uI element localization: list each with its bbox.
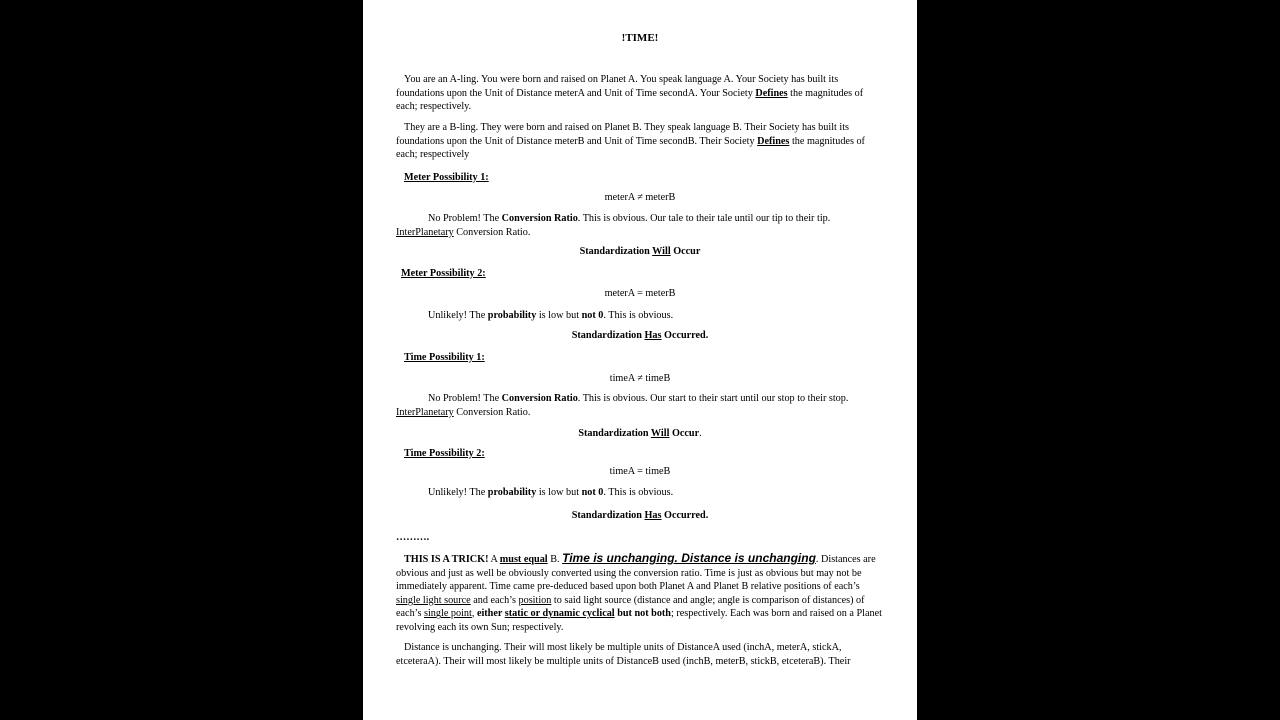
paragraph-a-ling bbox=[396, 73, 884, 114]
time-1-paragraph bbox=[396, 392, 884, 419]
distance-paragraph: Distance is unchanging. Their will most likely be multiple units of DistanceA used (inchA, meterA, stickA, etceteraA). Their will most likely be multiple units of DistanceB used (inchB, meterB, stickB, etceteraB). Their bbox=[396, 642, 851, 667]
time-1-std-1: Standardization bbox=[578, 428, 651, 439]
time-1-text-2: . This is obvious. Our start to their start until our stop to their stop. bbox=[577, 393, 849, 404]
meter-possibility-2-heading bbox=[401, 267, 889, 281]
trick-text-4: and each’s bbox=[470, 594, 519, 606]
trick-single-light-source: single light source bbox=[396, 594, 471, 606]
meter-1-text-3: Conversion Ratio. bbox=[453, 226, 531, 238]
meter-2-text-3: . This is obvious. bbox=[603, 310, 674, 321]
trick-static-dynamic: static or dynamic cyclical bbox=[504, 608, 615, 620]
time-1-std-word: Will bbox=[650, 428, 670, 439]
time-1-heading-text: Time Possibility 1: bbox=[404, 352, 485, 363]
meter-2-std-word: Has bbox=[644, 330, 662, 341]
time-1-standardization bbox=[396, 427, 884, 441]
trick-text-1: A bbox=[488, 554, 500, 565]
document-title: !TIME! bbox=[621, 32, 659, 44]
trick-single-point: single point bbox=[424, 608, 472, 620]
time-2-standardization bbox=[396, 509, 884, 523]
para-a-text-1: You are an A-ling. You were born and raised on Planet A. You speak language A. Your Society has built its foundations upon the Unit of Distance meterA and Unit of Time secondA. Your Society bbox=[396, 74, 839, 99]
trick-big-statement: Time is unchanging. Distance is unchanging bbox=[562, 551, 816, 565]
meter-1-std-1: Standardization bbox=[579, 246, 653, 257]
para-b-defines: Defines bbox=[757, 135, 790, 147]
time-possibility-1-heading bbox=[404, 351, 892, 365]
meter-1-std-word: Will bbox=[652, 246, 671, 257]
time-2-std-2: Occurred. bbox=[661, 510, 709, 521]
time-2-equation: timeA = timeB bbox=[609, 466, 671, 477]
meter-2-standardization bbox=[396, 329, 884, 343]
separator-dots: ………. bbox=[396, 532, 430, 543]
meter-2-text-1: Unlikely! The bbox=[428, 310, 488, 321]
time-possibility-2-heading bbox=[404, 447, 892, 461]
meter-1-paragraph bbox=[396, 212, 884, 239]
trick-but-not-both: but not both bbox=[614, 608, 671, 620]
time-2-probability: probability bbox=[487, 487, 537, 498]
trick-lead: THIS IS A TRICK! bbox=[404, 554, 489, 565]
trick-must-equal: must equal bbox=[499, 554, 548, 565]
time-2-std-1: Standardization bbox=[571, 510, 645, 521]
time-2-text-3: . This is obvious. bbox=[603, 487, 674, 498]
meter-2-paragraph bbox=[396, 309, 884, 323]
meter-1-standardization bbox=[396, 245, 884, 259]
time-1-text-3: Conversion Ratio. bbox=[453, 406, 531, 418]
para-a-defines: Defines bbox=[755, 87, 788, 99]
time-2-std-word: Has bbox=[644, 510, 662, 521]
time-1-std-end: . bbox=[699, 428, 702, 439]
meter-1-text-2: . This is obvious. Our tale to their tale until our tip to their tip. bbox=[577, 213, 831, 224]
para-b-text-2: the magnitudes of each; respectively bbox=[396, 135, 865, 161]
meter-1-text-1: No Problem! The bbox=[428, 213, 502, 224]
time-2-paragraph bbox=[396, 486, 884, 500]
meter-2-std-1: Standardization bbox=[571, 330, 645, 341]
meter-2-std-2: Occurred. bbox=[661, 330, 709, 341]
meter-1-equation: meterA ≠ meterB bbox=[604, 192, 676, 203]
time-1-std-2: Occur bbox=[669, 428, 700, 439]
time-1-text-1: No Problem! The bbox=[428, 393, 502, 404]
meter-2-probability: probability bbox=[487, 310, 537, 321]
trick-text-7: ; respectively. Each was born and raised on a Planet revolving each its own Sun; respectively. bbox=[396, 608, 882, 633]
trick-text-5: to said light source (distance and angle; angle is comparison of distances) of each’s bbox=[396, 594, 865, 620]
paragraph-b-ling bbox=[396, 121, 884, 162]
document-page bbox=[363, 0, 917, 720]
meter-1-interplanetary: InterPlanetary bbox=[396, 226, 454, 238]
time-1-conversion: Conversion Ratio bbox=[501, 393, 578, 404]
time-1-interplanetary: InterPlanetary bbox=[396, 406, 454, 418]
meter-2-not0: not 0 bbox=[581, 310, 604, 321]
trick-text-6: , bbox=[471, 608, 477, 620]
trick-text-2: B. bbox=[547, 554, 563, 565]
meter-2-heading-text: Meter Possibility 2: bbox=[401, 268, 486, 279]
para-b-text-1: They are a B-ling. They were born and raised on Planet B. They speak language B. Their Society has built its foundations upon the Unit of Distance meterB and Unit of Time secondB. Their Society bbox=[396, 122, 850, 147]
meter-1-conversion: Conversion Ratio bbox=[501, 213, 578, 224]
meter-1-heading-text: Meter Possibility 1: bbox=[404, 172, 489, 183]
time-2-text-1: Unlikely! The bbox=[428, 487, 488, 498]
time-2-text-2: is low but bbox=[536, 487, 582, 498]
trick-position: position bbox=[518, 594, 552, 606]
trick-text-3: . Distances are obvious and just as well be obviously converted using the conversion ratio. Time is just as obvious but may not be immediately apparent. Time came pre-deduced based upon both Planet A and Planet B relative positions of each’s bbox=[396, 554, 876, 593]
time-1-equation: timeA ≠ timeB bbox=[609, 373, 671, 384]
meter-possibility-1-heading bbox=[404, 171, 892, 185]
time-2-not0: not 0 bbox=[581, 487, 604, 498]
meter-1-std-2: Occur bbox=[670, 246, 701, 257]
time-2-heading-text: Time Possibility 2: bbox=[404, 448, 485, 459]
para-a-text-2: the magnitudes of each; respectively. bbox=[396, 87, 864, 113]
meter-2-text-2: is low but bbox=[536, 310, 582, 321]
meter-2-equation: meterA = meterB bbox=[604, 288, 676, 299]
trick-either: either bbox=[476, 608, 505, 620]
trick-paragraph bbox=[396, 552, 884, 635]
